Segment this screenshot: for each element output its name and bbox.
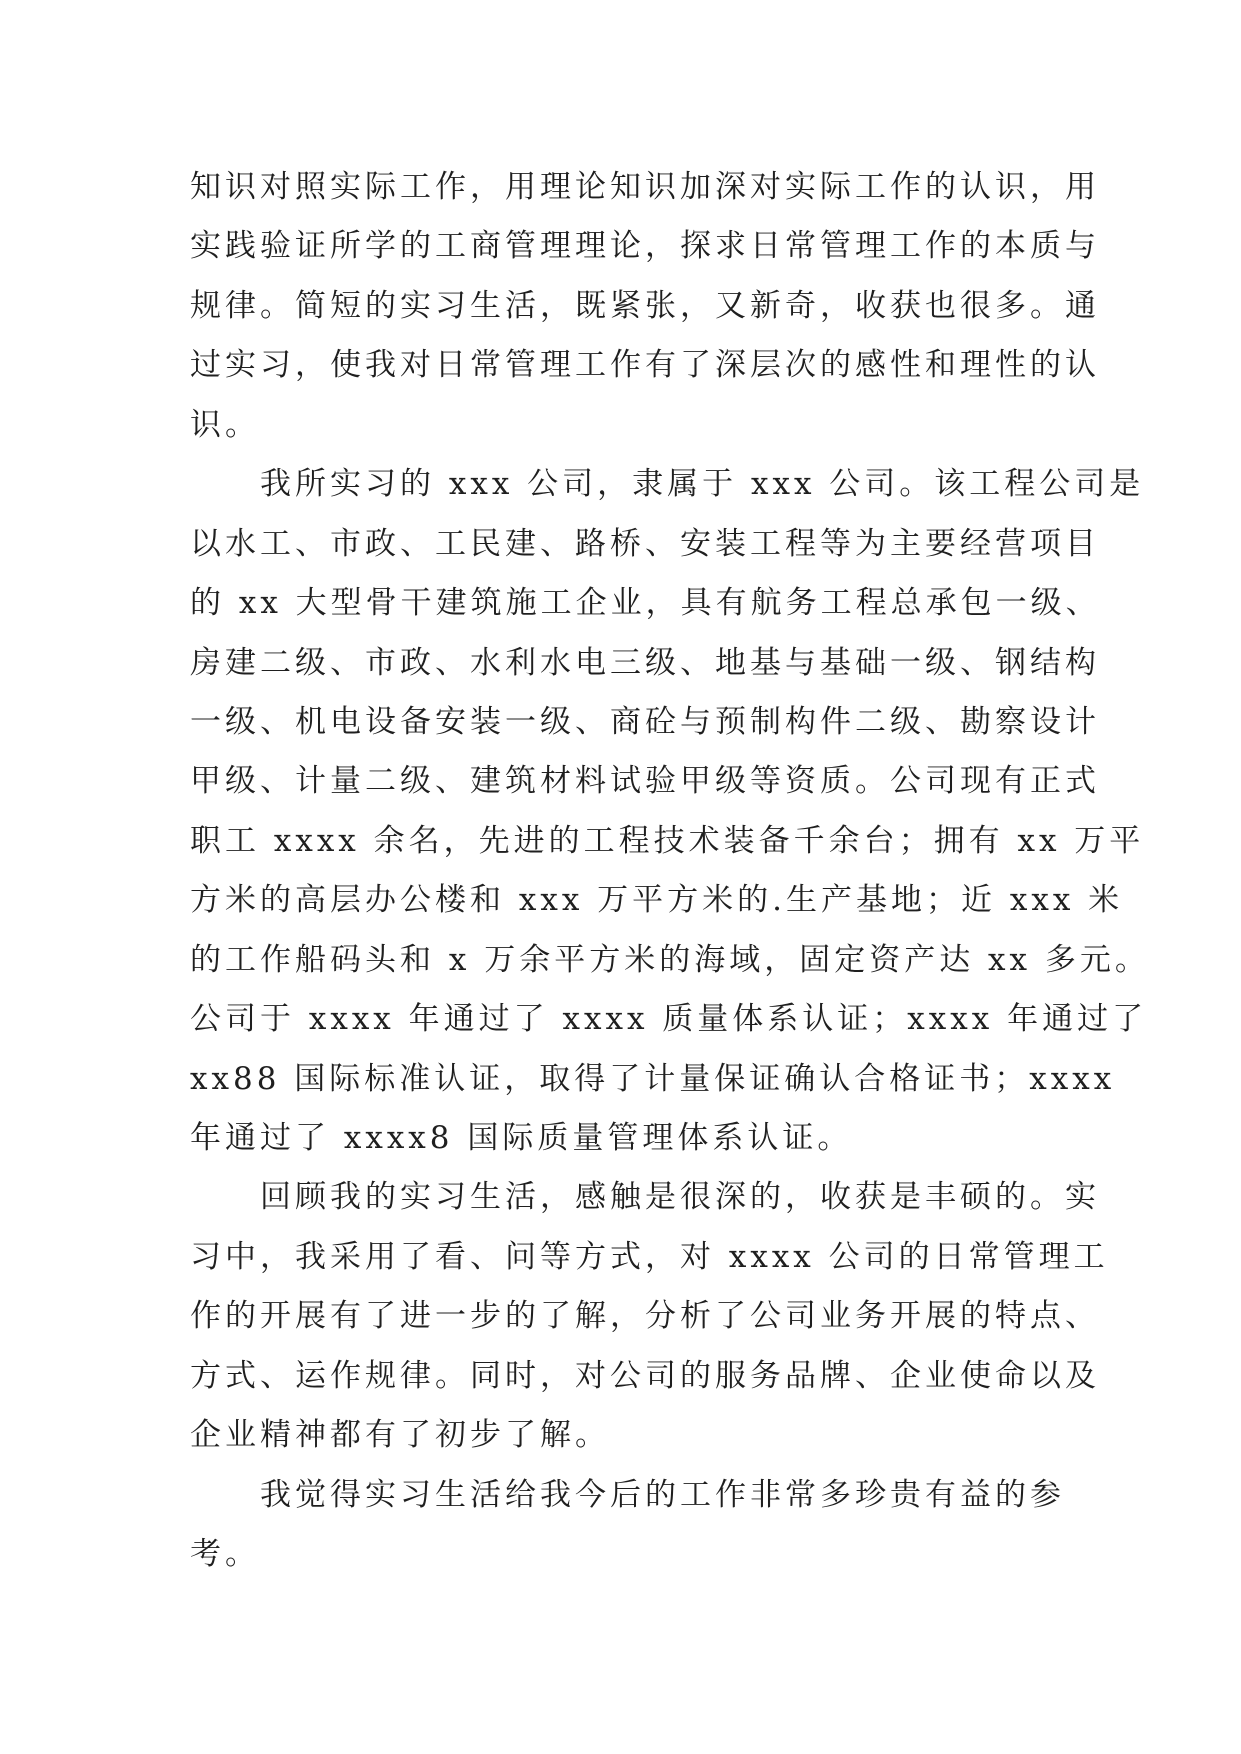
body-text [190,158,1150,1585]
text-line: 以水工、市政、工民建、路桥、安装工程等为主要经营项目 [190,525,1100,562]
paragraph-start-line: 我所实习的 xxx 公司，隶属于 xxx 公司。该工程公司是 [190,466,1145,503]
text-line: 房建二级、市政、水利水电三级、地基与基础一级、钢结构 [190,644,1100,681]
text-line: 一级、机电设备安装一级、商砼与预制构件二级、勘察设计 [190,703,1100,740]
text-line: 考。 [190,1536,260,1573]
text-line: 职工 xxxx 余名，先进的工程技术装备千余台；拥有 xx 万平 [190,822,1145,859]
text-line: 习中，我采用了看、问等方式，对 xxxx 公司的日常管理工 [190,1238,1109,1275]
text-line: xx88 国际标准认证，取得了计量保证确认合格证书；xxxx [190,1060,1116,1097]
text-line: 识。 [190,406,260,443]
text-line: 方式、运作规律。同时，对公司的服务品牌、企业使命以及 [190,1357,1100,1394]
text-line: 知识对照实际工作，用理论知识加深对实际工作的认识，用 [190,169,1100,205]
text-line: 方米的高层办公楼和 xxx 万平方米的.生产基地；近 xxx 米 [190,882,1124,919]
text-line: 实践验证所学的工商管理理论，探求日常管理工作的本质与 [190,228,1100,265]
text-line: 企业精神都有了初步了解。 [190,1417,610,1454]
text-line: 过实习，使我对日常管理工作有了深层次的感性和理性的认 [190,347,1100,384]
text-line: 甲级、计量二级、建筑材料试验甲级等资质。公司现有正式 [190,763,1100,800]
text-line: 的工作船码头和 x 万余平方米的海域，固定资产达 xx 多元。 [190,941,1150,978]
text-line: 年通过了 xxxx8 国际质量管理体系认证。 [190,1120,853,1156]
paragraph-start-line: 我觉得实习生活给我今后的工作非常多珍贵有益的参 [190,1476,1065,1513]
text-line: 规律。简短的实习生活，既紧张，又新奇，收获也很多。通 [190,287,1100,324]
text-line: 公司于 xxxx 年通过了 xxxx 质量体系认证；xxxx 年通过了 [190,1001,1148,1038]
text-line: 作的开展有了进一步的了解，分析了公司业务开展的特点、 [190,1298,1100,1335]
paragraph-start-line: 回顾我的实习生活，感触是很深的，收获是丰硕的。实 [190,1179,1100,1216]
text-line: 的 xx 大型骨干建筑施工企业，具有航务工程总承包一级、 [190,585,1101,622]
